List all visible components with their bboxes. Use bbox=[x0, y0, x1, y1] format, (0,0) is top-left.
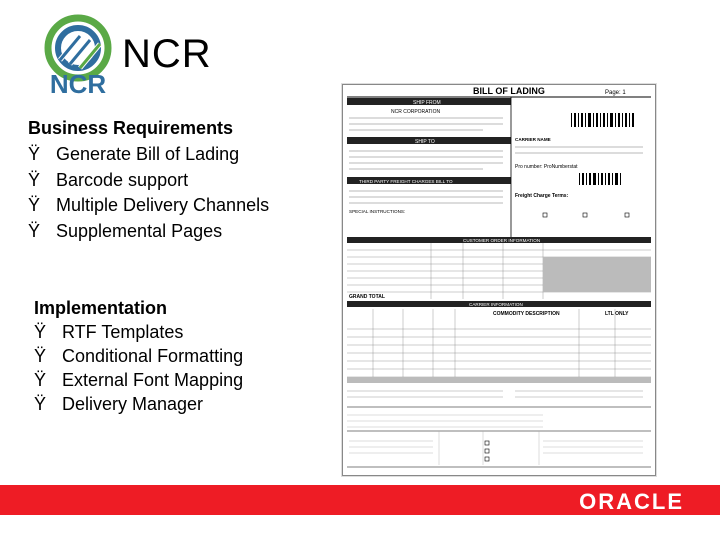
ncr-logo bbox=[36, 14, 120, 96]
doc-special-instructions: SPECIAL INSTRUCTIONS: bbox=[349, 209, 406, 214]
list-item: Ÿ Multiple Delivery Channels bbox=[28, 193, 269, 219]
list-item: Ÿ Delivery Manager bbox=[34, 394, 204, 414]
doc-freight-terms: Freight Charge Terms: bbox=[515, 193, 569, 199]
slide-title: NCR bbox=[122, 32, 212, 76]
bullet-mark: Ÿ bbox=[34, 346, 47, 366]
svg-text:NCR: NCR bbox=[49, 69, 107, 96]
bullet-mark: Ÿ bbox=[34, 394, 47, 414]
doc-customer-order: CUSTOMER ORDER INFORMATION bbox=[463, 238, 541, 243]
list-item: Ÿ Supplemental Pages bbox=[28, 219, 269, 245]
doc-commodity: COMMODITY DESCRIPTION bbox=[493, 311, 560, 317]
doc-ship-from: SHIP FROM bbox=[413, 100, 441, 106]
doc-title: BILL OF LADING bbox=[473, 86, 545, 96]
doc-ncr-corp: NCR CORPORATION bbox=[391, 109, 441, 115]
implementation-list bbox=[34, 320, 243, 416]
doc-ltl-only: LTL ONLY bbox=[605, 311, 629, 317]
list-item: Ÿ Conditional Formatting bbox=[34, 346, 244, 366]
list-item: Ÿ Barcode support bbox=[28, 168, 269, 194]
bullet-mark: Ÿ bbox=[34, 322, 47, 342]
list-item: Ÿ Generate Bill of Lading bbox=[28, 142, 269, 168]
list-item: Ÿ RTF Templates bbox=[34, 322, 184, 342]
business-requirements-list bbox=[28, 142, 269, 244]
bullet-mark: Ÿ bbox=[28, 220, 41, 241]
doc-ship-to: SHIP TO bbox=[415, 139, 435, 145]
oracle-logo: ORACLE bbox=[579, 489, 684, 514]
doc-page: Page: 1 bbox=[605, 90, 626, 96]
doc-pro-number: Pro number: ProNumberstat bbox=[515, 164, 578, 170]
doc-carrier-info: CARRIER INFORMATION bbox=[469, 302, 523, 307]
doc-grand-total: GRAND TOTAL bbox=[349, 294, 385, 300]
business-requirements-heading: Business Requirements bbox=[28, 118, 234, 138]
implementation-heading: Implementation bbox=[34, 298, 168, 318]
bill-of-lading-image bbox=[342, 84, 656, 476]
doc-carrier-name: CARRIER NAME bbox=[515, 137, 551, 142]
bullet-mark: Ÿ bbox=[28, 169, 41, 190]
bullet-mark: Ÿ bbox=[34, 370, 47, 390]
doc-third-party: THIRD PARTY FREIGHT CHARGES BILL TO bbox=[359, 179, 453, 184]
list-item: Ÿ External Font Mapping bbox=[34, 370, 244, 390]
bullet-mark: Ÿ bbox=[28, 195, 41, 215]
bullet-mark: Ÿ bbox=[28, 144, 41, 164]
